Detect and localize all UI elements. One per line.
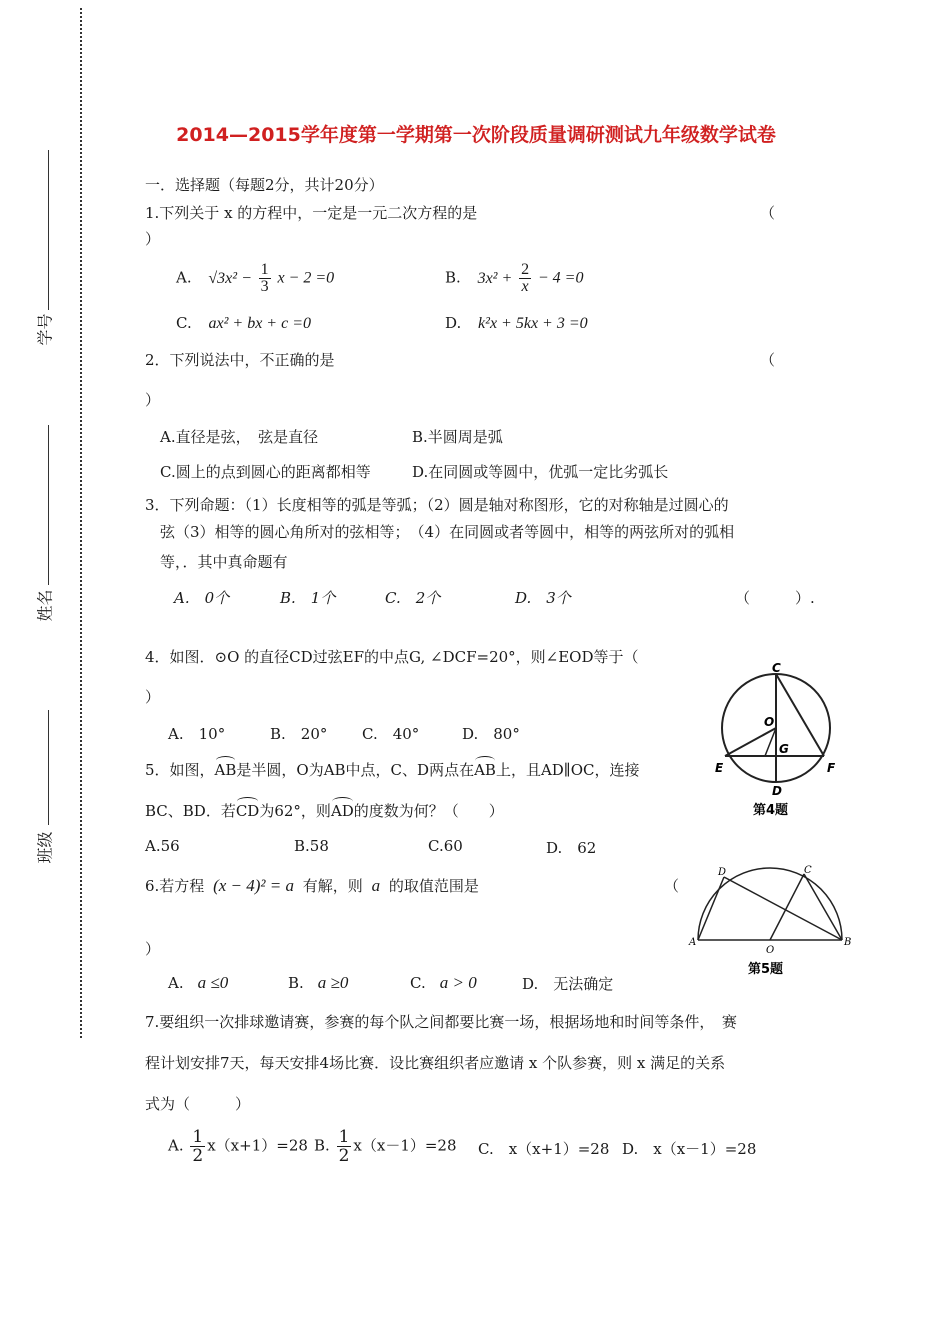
fig5-line-oc	[770, 874, 804, 940]
q2-option-c: C.圆上的点到圆心的距离都相等	[160, 463, 371, 481]
q2-option-a: A.直径是弦， 弦是直径	[160, 428, 319, 446]
student-id-label: 学号	[35, 313, 55, 346]
q7-option-b: B. $\frac{1}{2}$ x（x－1）=28	[314, 1127, 457, 1166]
q5-arc-ad: AD	[330, 802, 354, 820]
q2-option-b: B.半圆周是弧	[412, 428, 503, 446]
q7-line-3: 式为（ ）	[145, 1095, 251, 1113]
fig4-label-o: O	[764, 715, 775, 729]
q5-option-c: C.60	[428, 837, 463, 855]
name-label: 姓名	[35, 589, 55, 622]
q4-option-d: D. 80°	[462, 725, 520, 743]
q2-paren-open: （	[760, 351, 776, 369]
class-underline	[48, 710, 49, 825]
q7-line-2: 程计划安排7天，每天安排4场比赛．设比赛组织者应邀请 x 个队参赛，则 x 满足的关系	[145, 1054, 726, 1072]
q6-option-d: D. 无法确定	[522, 975, 614, 993]
q7-option-a: A. $\frac{1}{2}$ x（x+1）=28	[168, 1127, 308, 1166]
q3-option-d: D. 3个	[515, 589, 571, 607]
q4-paren-close: ）	[145, 688, 161, 706]
fig5-label-d: D	[718, 867, 727, 878]
section-heading: 一．选择题（每题2分，共计20分）	[145, 176, 384, 194]
q1-paren-open: （	[760, 204, 776, 222]
q1-paren-close: ）	[145, 230, 161, 248]
q4-option-a: A. 10°	[168, 725, 226, 743]
q5-option-d: D. 62	[546, 839, 597, 857]
fig4-caption: 第4题	[753, 803, 789, 818]
q4-option-b: B. 20°	[270, 725, 328, 743]
fig4-label-d: D	[772, 784, 782, 798]
q2-stem: 2．下列说法中，不正确的是	[145, 351, 335, 369]
q5-arc-ab-1: AB	[214, 761, 237, 779]
q4-option-c: C. 40°	[362, 725, 420, 743]
q6-paren-open: （	[664, 877, 680, 895]
fig5-label-o: O	[766, 945, 775, 956]
q4-stem: 4．如图．⊙O 的直径CD过弦EF的中点G, ∠DCF=20°，则∠EOD等于（	[145, 648, 639, 666]
q6-option-b: B. a ≥0	[288, 973, 349, 992]
q1-option-d: D. k²x + 5kx + 3 =0	[445, 314, 588, 332]
student-id-underline	[48, 150, 49, 310]
exam-title: 2014—2015学年度第一学期第一次阶段质量调研测试九年级数学试卷	[176, 124, 776, 146]
fig5-line-ad	[698, 877, 724, 940]
q6-stem: 6.若方程 (x − 4)² = a 有解，则 a 的取值范围是	[145, 876, 479, 895]
q5-option-a: A.56	[145, 837, 180, 855]
name-underline	[48, 425, 49, 585]
q5-line-1: 5．如图，AB是半圆，O为AB中点，C、D两点在AB上，且AD∥OC，连接	[145, 761, 640, 779]
q7-option-c: C. x（x+1）=28	[478, 1140, 610, 1158]
q3-answer-paren: （ ）.	[735, 589, 815, 607]
q6-option-a: A. a ≤0	[168, 973, 229, 992]
class-label: 班级	[35, 831, 55, 864]
fig5-label-b: B	[844, 937, 852, 948]
fig4-label-f: F	[827, 761, 836, 775]
q6-option-c: C. a > 0	[410, 973, 477, 992]
q3-option-c: C. 2个	[385, 589, 441, 607]
q3-line-1: 3．下列命题：（1）长度相等的弧是等弧；（2）圆是轴对称图形，它的对称轴是过圆心的	[145, 496, 729, 514]
binding-dotted-line	[80, 8, 82, 1038]
q7-line-1: 7.要组织一次排球邀请赛，参赛的每个队之间都要比赛一场，根据场地和时间等条件， 赛	[145, 1013, 737, 1031]
fig4-label-g: G	[779, 742, 789, 756]
q5-line-2: BC、BD．若CD为62°，则AD的度数为何？（ ）	[145, 802, 504, 820]
fig5-label-a: A	[689, 937, 697, 948]
fig4-label-e: E	[715, 761, 724, 775]
q2-paren-close: ）	[145, 391, 161, 409]
fig4-line-oe	[725, 728, 776, 756]
q5-arc-cd: CD	[235, 802, 260, 820]
fig5-label-c: C	[804, 865, 812, 876]
q6-paren-close: ）	[145, 940, 161, 958]
q1-stem: 1.下列关于 x 的方程中，一定是一元二次方程的是	[145, 204, 478, 222]
figure-5-semicircle-diagram	[686, 865, 854, 980]
q3-line-3: 等，．其中真命题有	[160, 553, 288, 571]
q1-option-c: C. ax² + bx + c =0	[176, 314, 311, 332]
q1-option-b: B. 3x² + $\frac{2}{x}$ − 4 =0	[445, 261, 584, 295]
q2-option-d: D.在同圆或等圆中，优弧一定比劣弧长	[412, 463, 669, 481]
fig5-caption: 第5题	[748, 962, 784, 977]
q1-option-a: A. √3x² − $\frac{1}{3}$ x − 2 =0	[176, 261, 335, 295]
q5-option-b: B.58	[294, 837, 329, 855]
q3-line-2: 弦（3）相等的圆心角所对的弦相等； （4）在同圆或者等圆中，相等的两弦所对的弧相	[160, 523, 735, 541]
q5-arc-ab-2: AB	[474, 761, 496, 779]
q7-option-d: D. x（x－1）=28	[622, 1140, 757, 1158]
fig4-label-c: C	[772, 662, 781, 675]
q3-option-a: A. 0个	[174, 589, 230, 607]
figure-4-circle-diagram	[715, 662, 845, 822]
q3-option-b: B. 1个	[280, 589, 336, 607]
